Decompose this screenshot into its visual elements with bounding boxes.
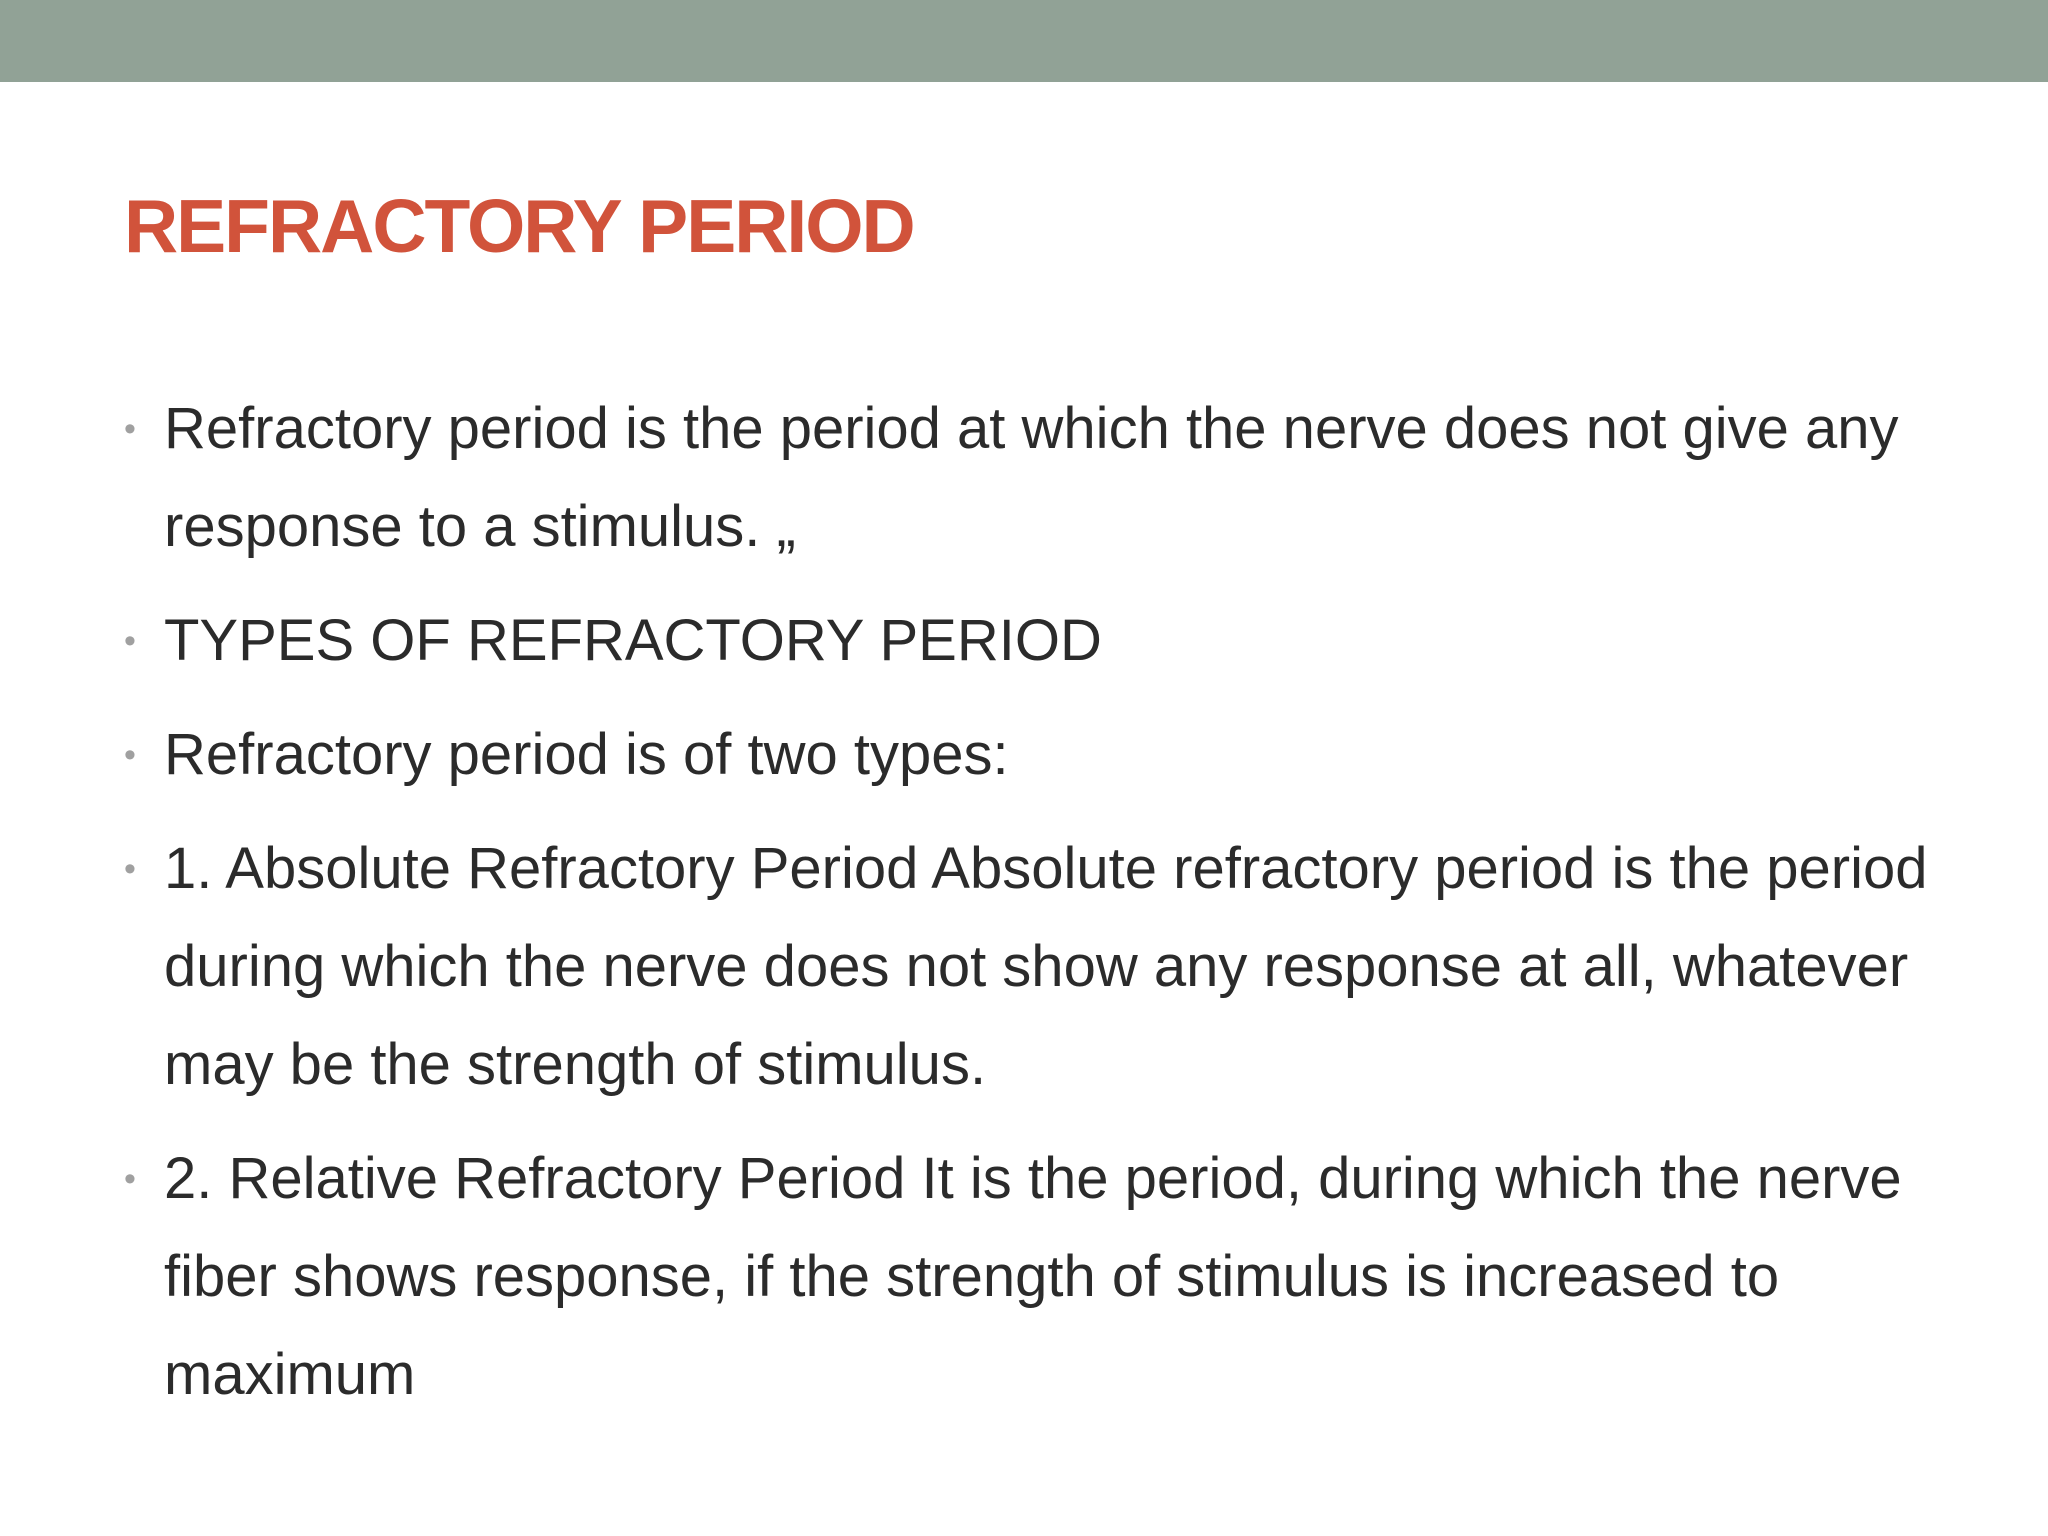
bullet-item [124, 706, 1944, 804]
bullet-text: TYPES OF REFRACTORY PERIOD [164, 608, 1102, 673]
bullet-item [124, 380, 1944, 576]
slide-title: REFRACTORY PERIOD [124, 184, 914, 268]
bullet-dot-icon: • [124, 622, 136, 660]
bullet-text: 1. Absolute Refractory Period Absolute refractory period is the period during which the nerve does not show any response at all, whatever may be the strength of stimulus. [164, 836, 1928, 1097]
bullet-dot-icon: • [124, 736, 136, 774]
bullet-list [124, 380, 1944, 1440]
bullet-item [124, 820, 1944, 1114]
top-accent-bar [0, 0, 2048, 82]
bullet-text: Refractory period is of two types: [164, 722, 1009, 787]
bullet-dot-icon: • [124, 850, 136, 888]
bullet-dot-icon: • [124, 410, 136, 448]
bullet-item [124, 592, 1944, 690]
bullet-dot-icon: • [124, 1160, 136, 1198]
bullet-text: 2. Relative Refractory Period It is the period, during which the nerve fiber shows response, if the strength of stimulus is increased to maximum [164, 1146, 1902, 1407]
bullet-text: Refractory period is the period at which the nerve does not give any response to a stimulus. „ [164, 396, 1899, 559]
bullet-item [124, 1130, 1944, 1424]
